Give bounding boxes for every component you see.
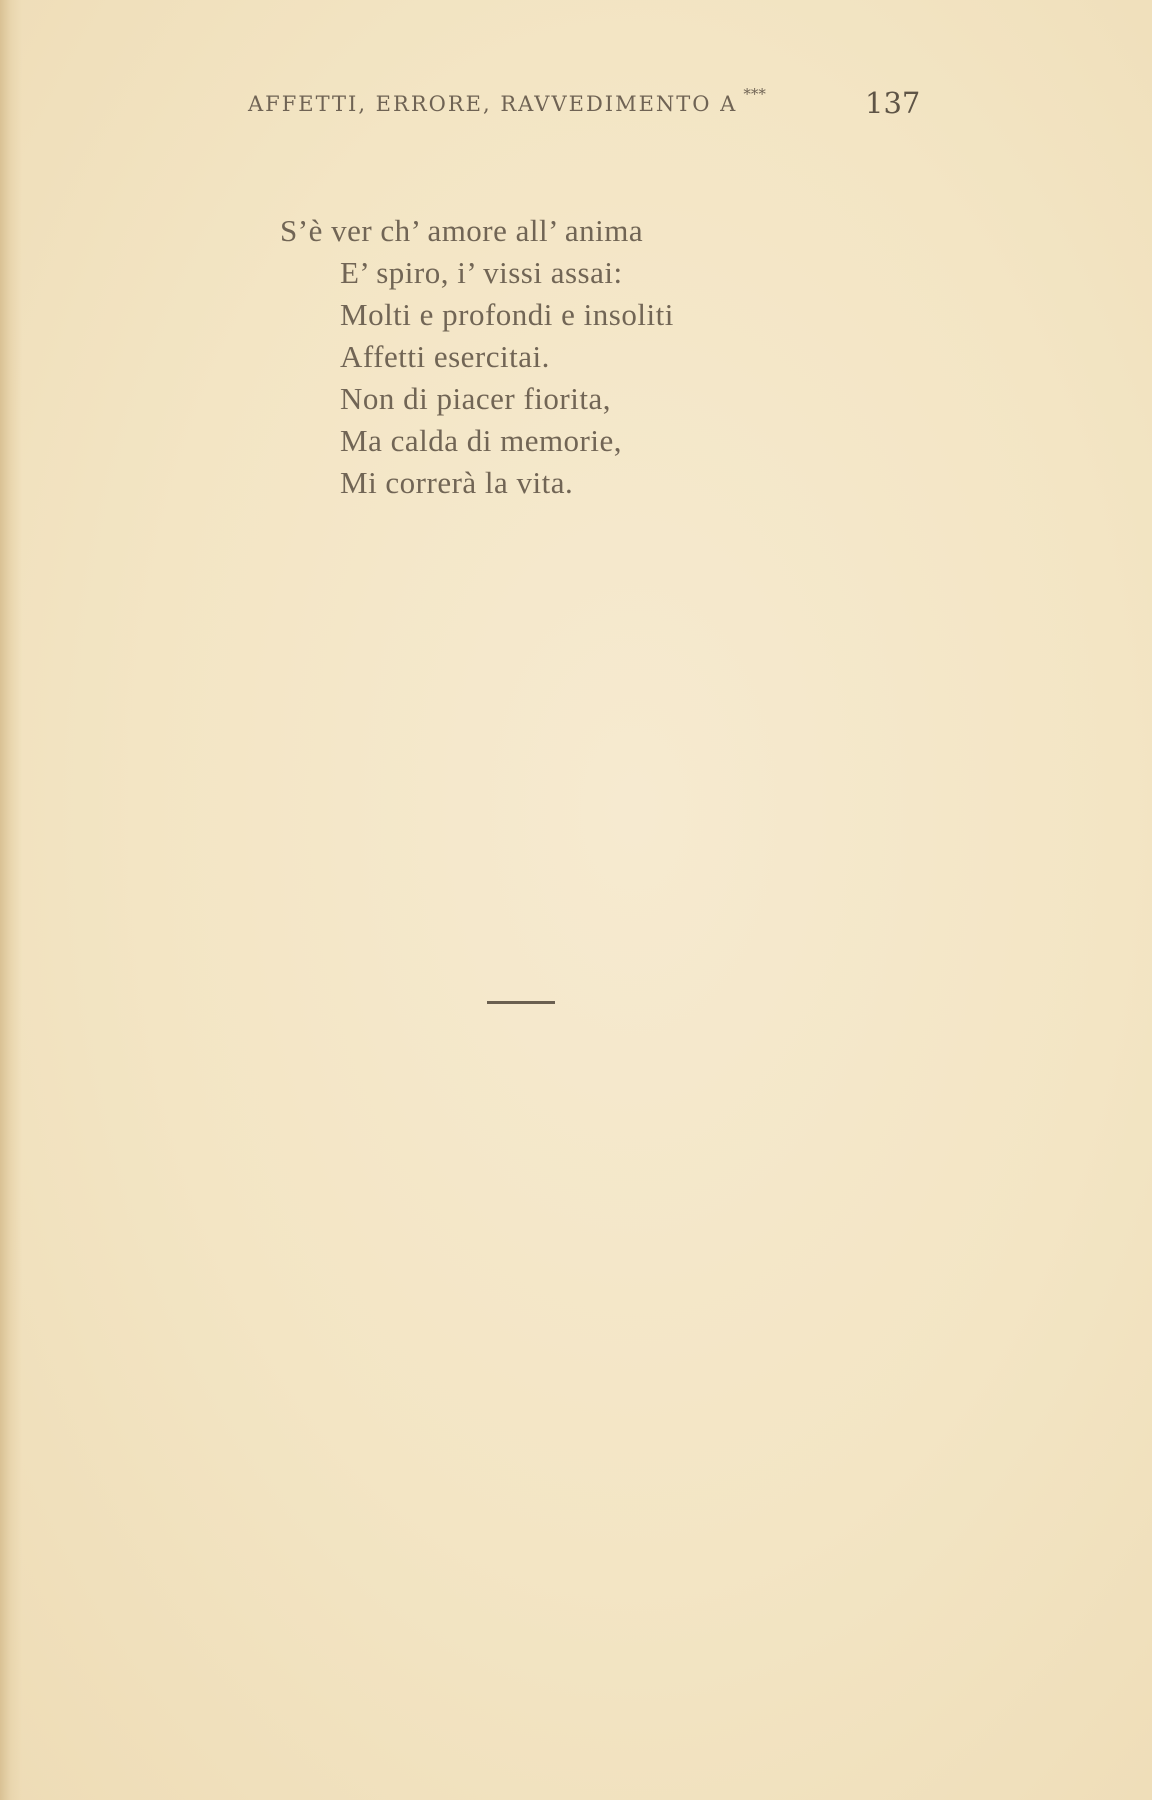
end-rule [487, 1001, 555, 1004]
poem-stanza [280, 210, 674, 504]
binding-edge-shadow [0, 0, 22, 1800]
poem-line: Mi correrà la vita. [340, 465, 574, 500]
page-number: 137 [865, 86, 921, 120]
poem-line: Affetti esercitai. [340, 339, 550, 374]
poem-line: Non di piacer fiorita, [340, 381, 611, 416]
poem-line: Ma calda di memorie, [340, 423, 623, 458]
poem-line: E’ spiro, i’ vissi assai: [340, 255, 623, 290]
running-head [248, 85, 766, 116]
poem-line: Molti e profondi e insoliti [340, 297, 674, 332]
running-title: AFFETTI, ERRORE, RAVVEDIMENTO A [248, 92, 738, 116]
poem-line: S’è ver ch’ amore all’ anima [280, 213, 644, 248]
running-title-stars: *** [743, 85, 766, 103]
